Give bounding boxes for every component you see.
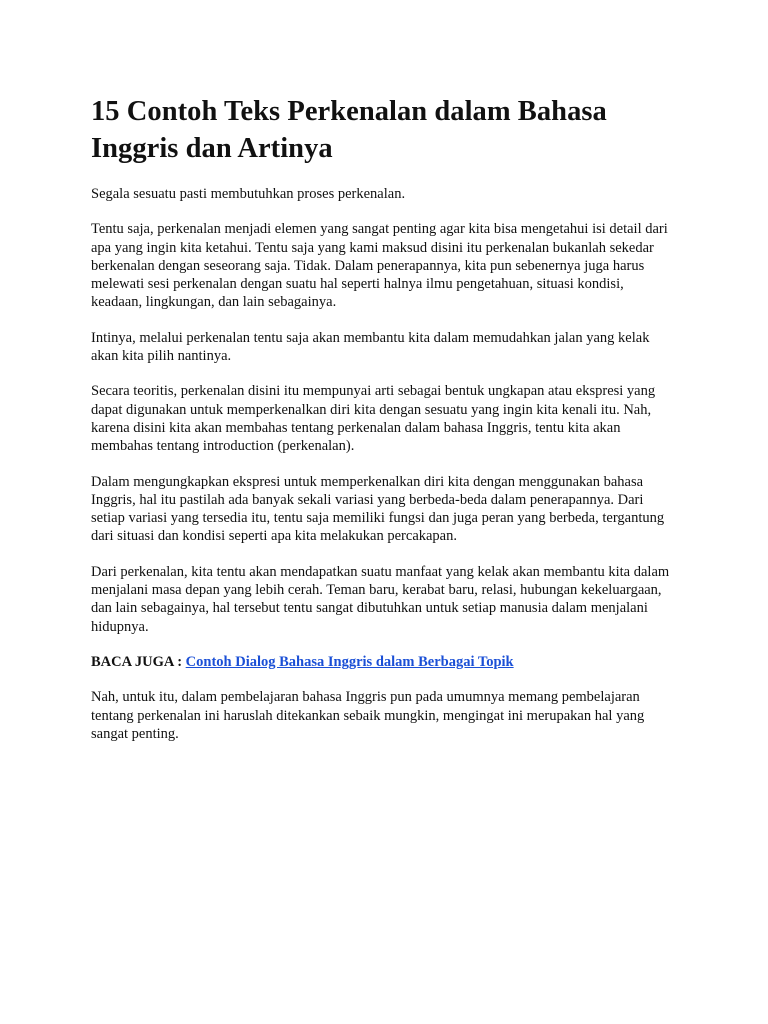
baca-juga-line: [91, 653, 671, 671]
paragraph-essence: Intinya, melalui perkenalan tentu saja akan membantu kita dalam memudahkan jalan yang kelak akan kita pilih nantinya.: [91, 329, 650, 365]
document-page: [91, 93, 671, 760]
paragraph-benefits: Dari perkenalan, kita tentu akan mendapatkan suatu manfaat yang kelak akan membantu kita dalam menjalani masa depan yang lebih cerah. Teman baru, kerabat baru, relasi, hubungan kekeluargaan, dan lain sebagainya, hal tersebut tentu sangat dibutuhkan untuk setiap manusia dalam menjalani hidupnya.: [91, 563, 670, 635]
paragraph-importance: Tentu saja, perkenalan menjadi elemen yang sangat penting agar kita bisa mengetahui isi detail dari apa yang ingin kita ketahui. Tentu saja yang kami maksud disini itu perkenalan bukanlah sekedar berkenalan dengan seseorang saja. Tidak. Dalam penerapannya, kita pun sebenernya juga harus melewati sesi perkenalan dengan suatu hal seperti halnya ilmu pengetahuan, situasi kondisi, keadaan, lingkungan, dan lain sebagainya.: [91, 221, 668, 311]
paragraph-intro: Segala sesuatu pasti membutuhkan proses perkenalan.: [91, 186, 406, 202]
paragraph-closing: Nah, untuk itu, dalam pembelajaran bahasa Inggris pun pada umumnya memang pembelajaran tentang perkenalan ini haruslah ditekankan sebaik mungkin, mengingat ini merupakan hal yang sangat penting.: [91, 689, 645, 742]
related-article-link[interactable]: Contoh Dialog Bahasa Inggris dalam Berbagai Topik: [185, 653, 514, 670]
article-title: 15 Contoh Teks Perkenalan dalam Bahasa Inggris dan Artinya: [91, 96, 607, 164]
paragraph-variations: Dalam mengungkapkan ekspresi untuk memperkenalkan diri kita dengan menggunakan bahasa Inggris, hal itu pastilah ada banyak sekali variasi yang berbeda-beda dalam penerapannya. Dari setiap variasi yang tersedia itu, tentu saja memiliki fungsi dan juga peran yang berbeda, tergantung dari situasi dan kondisi seperti apa kita melakukan percakapan.: [91, 473, 665, 545]
baca-juga-label: BACA JUGA :: [91, 653, 183, 670]
paragraph-theory: Secara teoritis, perkenalan disini itu mempunyai arti sebagai bentuk ungkapan atau ekspresi yang dapat digunakan untuk memperkenalkan diri kita dengan sesuatu yang ingin kita kenali itu. Nah, karena disini kita akan membahas tentang perkenalan dalam bahasa Inggris, tentu kita akan membahas tentang introduction (perkenalan).: [91, 383, 656, 455]
